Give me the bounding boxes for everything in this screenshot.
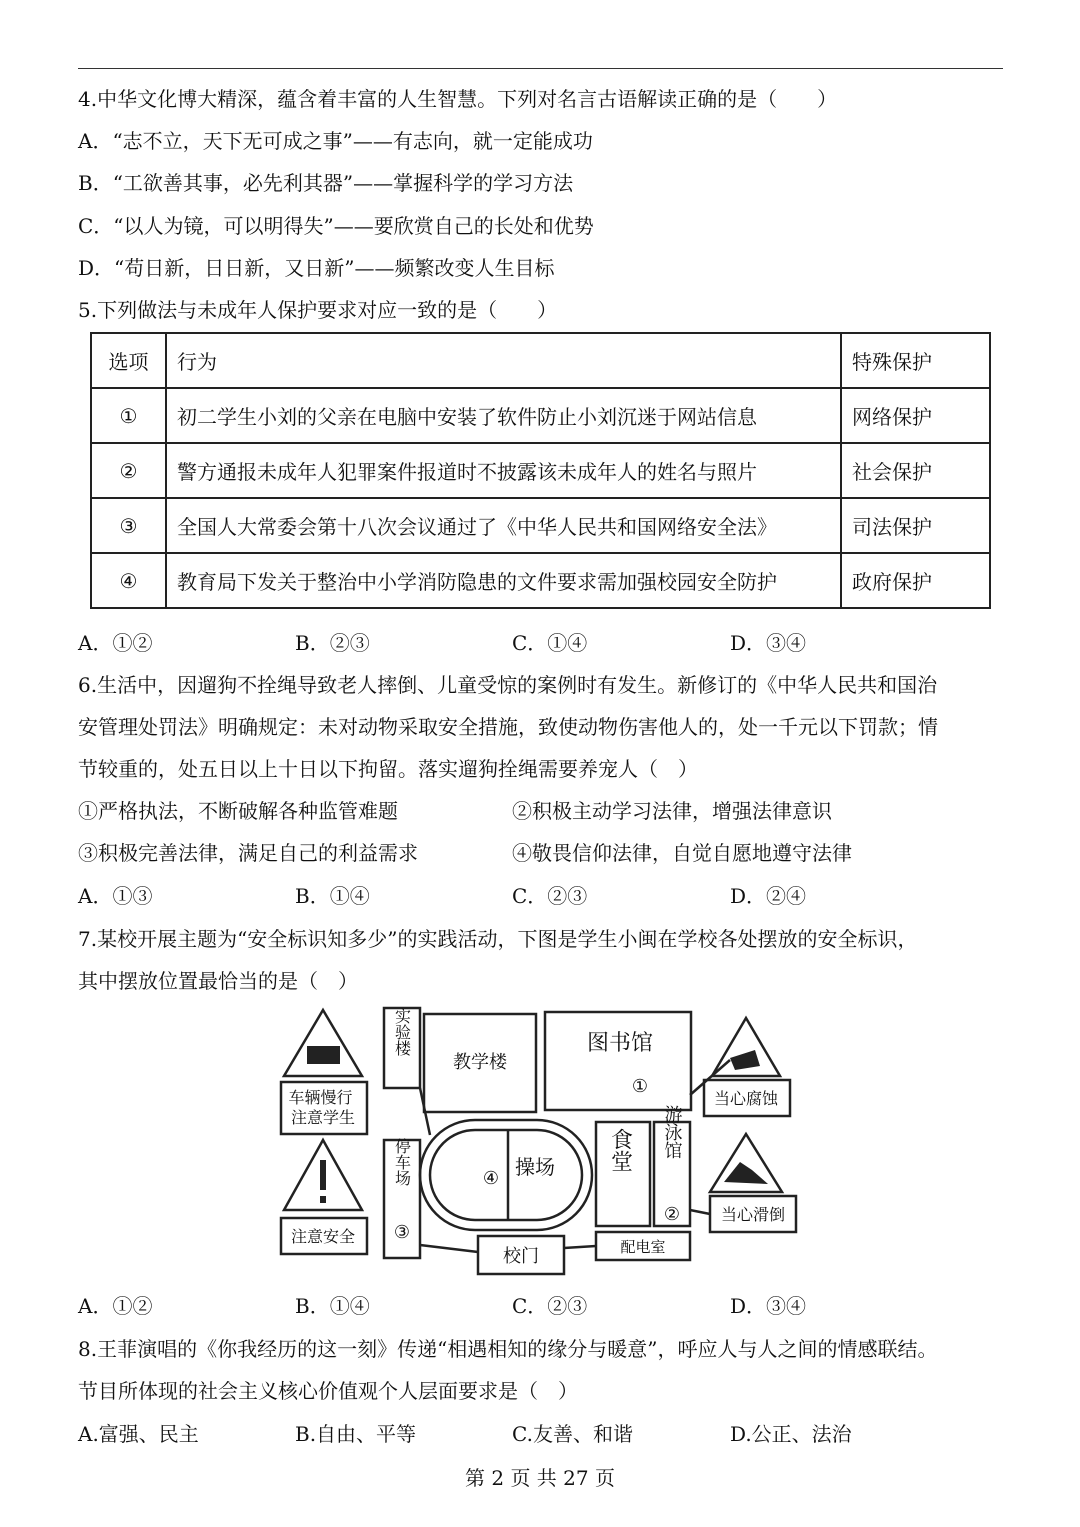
playground-track-outer bbox=[420, 1120, 592, 1230]
table-cell: ① bbox=[91, 388, 166, 443]
sign-corrosion-text: 当心腐蚀 bbox=[713, 1089, 779, 1108]
q4-option-a: A．“志不立，天下无可成之事”——有志向，就一定能成功 bbox=[78, 129, 593, 153]
q8-stem-line: 节目所体现的社会主义核心价值观个人层面要求是（ ） bbox=[78, 1379, 578, 1403]
q4-option-b: B．“工欲善其事，必先利其器”——掌握科学的学习方法 bbox=[78, 171, 574, 195]
table-cell: 网络保护 bbox=[841, 388, 990, 443]
playground-track-inner bbox=[430, 1130, 582, 1220]
q5-stem: 5.下列做法与未成年人保护要求对应一致的是（ ） bbox=[78, 298, 558, 322]
q8-option-b: B.自由、平等 bbox=[295, 1422, 417, 1446]
table-cell: 全国人大常委会第十八次会议通过了《中华人民共和国网络安全法》 bbox=[166, 498, 841, 553]
connector-line bbox=[564, 1246, 596, 1248]
q6-option-a: A．①③ bbox=[78, 884, 153, 908]
table-cell: 警方通报未成年人犯罪案件报道时不披露该未成年人的姓名与照片 bbox=[166, 443, 841, 498]
table-cell: ③ bbox=[91, 498, 166, 553]
table-header: 选项 bbox=[91, 333, 166, 388]
q4-option-c: C．“以人为镜，可以明得失”——要欣赏自己的长处和优势 bbox=[78, 214, 594, 238]
sign-vehicle-line: 注意学生 bbox=[290, 1108, 356, 1127]
marker-4: ④ bbox=[482, 1168, 500, 1189]
q5-option-a: A．①② bbox=[78, 631, 153, 655]
parking-label: 停车场 bbox=[392, 1138, 412, 1186]
pool-label: 游泳馆 bbox=[661, 1105, 683, 1159]
q6-choice-4: ④敬畏信仰法律，自觉自愿地遵守法律 bbox=[512, 841, 852, 865]
q5-option-b: B．②③ bbox=[295, 631, 370, 655]
exclamation-icon bbox=[320, 1160, 326, 1190]
marker-3: ③ bbox=[393, 1222, 411, 1243]
q4-option-d: D．“苟日新，日日新，又日新”——频繁改变人生目标 bbox=[78, 256, 555, 280]
marker-1: ① bbox=[631, 1076, 649, 1097]
corrosion-icon bbox=[730, 1050, 760, 1070]
sign-vehicle-text bbox=[288, 1088, 357, 1127]
q6-option-d: D．②④ bbox=[730, 884, 807, 908]
q7-option-d: D．③④ bbox=[730, 1294, 807, 1318]
marker-2: ② bbox=[663, 1204, 681, 1225]
table-header: 特殊保护 bbox=[841, 333, 990, 388]
connector-line bbox=[690, 1210, 710, 1214]
q7-stem-line: 其中摆放位置最恰当的是（ ） bbox=[78, 969, 358, 993]
exclamation-dot-icon bbox=[320, 1196, 326, 1203]
lab-label: 实验楼 bbox=[392, 1008, 412, 1056]
slip-icon bbox=[724, 1162, 768, 1184]
q7-option-c: C．②③ bbox=[512, 1294, 588, 1318]
table-header: 行为 bbox=[166, 333, 841, 388]
table-cell: ② bbox=[91, 443, 166, 498]
q4-stem: 4.中华文化博大精深，蕴含着丰富的人生智慧。下列对名言古语解读正确的是（ ） bbox=[78, 87, 838, 111]
connector-line bbox=[420, 1245, 478, 1252]
page-footer: 第 2 页 共 27 页 bbox=[465, 1466, 615, 1490]
q6-option-b: B．①④ bbox=[295, 884, 370, 908]
sign-slip-text: 当心滑倒 bbox=[720, 1205, 786, 1224]
table-cell: 教育局下发关于整治中小学消防隐患的文件要求需加强校园安全防护 bbox=[166, 553, 841, 608]
q6-choice-2: ②积极主动学习法律，增强法律意识 bbox=[512, 799, 832, 823]
teaching-label: 教学楼 bbox=[453, 1052, 507, 1073]
q5-option-c: C．①④ bbox=[512, 631, 588, 655]
q6-choice-3: ③积极完善法律，满足自己的利益需求 bbox=[78, 841, 418, 865]
q8-option-d: D.公正、法治 bbox=[730, 1422, 852, 1446]
slip-warning-triangle bbox=[710, 1134, 782, 1192]
table-cell: 政府保护 bbox=[841, 553, 990, 608]
table-cell: 初二学生小刘的父亲在电脑中安装了软件防止小刘沉迷于网站信息 bbox=[166, 388, 841, 443]
table-cell: 司法保护 bbox=[841, 498, 990, 553]
library-label: 图书馆 bbox=[586, 1031, 654, 1056]
q8-option-a: A.富强、民主 bbox=[78, 1422, 199, 1446]
school-children-icon bbox=[307, 1046, 340, 1064]
q7-option-a: A．①② bbox=[78, 1294, 153, 1318]
q6-stem-line: 6.生活中，因遛狗不拴绳导致老人摔倒、儿童受惊的案例时有发生。新修订的《中华人民共和国治 bbox=[78, 673, 938, 697]
vehicle-warning-triangle bbox=[284, 1010, 362, 1076]
q6-option-c: C．②③ bbox=[512, 884, 588, 908]
q5-option-d: D．③④ bbox=[730, 631, 807, 655]
playground-label: 操场 bbox=[515, 1155, 555, 1179]
canteen-label: 食堂 bbox=[607, 1128, 633, 1172]
table-cell: ④ bbox=[91, 553, 166, 608]
q7-stem-line: 7.某校开展主题为“安全标识知多少”的实践活动，下图是学生小闽在学校各处摆放的安全标识， bbox=[78, 927, 918, 951]
q6-stem-line: 节较重的，处五日以上十日以下拘留。落实遛狗拴绳需要养宠人（ ） bbox=[78, 757, 698, 781]
sign-safety-text: 注意安全 bbox=[290, 1227, 356, 1246]
power-label: 配电室 bbox=[620, 1238, 666, 1256]
library-building bbox=[545, 1012, 691, 1110]
q8-option-c: C.友善、和谐 bbox=[512, 1422, 633, 1446]
q7-option-b: B．①④ bbox=[295, 1294, 370, 1318]
gate-label: 校门 bbox=[503, 1246, 539, 1267]
q6-choice-1: ①严格执法，不断破解各种监管难题 bbox=[78, 799, 398, 823]
sign-vehicle-line: 车辆慢行 bbox=[288, 1088, 353, 1107]
q6-stem-line: 安管理处罚法》明确规定：未对动物采取安全措施，致使动物伤害他人的，处一千元以下罚款；情 bbox=[78, 715, 938, 739]
table-cell: 社会保护 bbox=[841, 443, 990, 498]
q8-stem-line: 8.王菲演唱的《你我经历的这一刻》传递“相遇相知的缘分与暖意”，呼应人与人之间的情感联结。 bbox=[78, 1337, 938, 1361]
